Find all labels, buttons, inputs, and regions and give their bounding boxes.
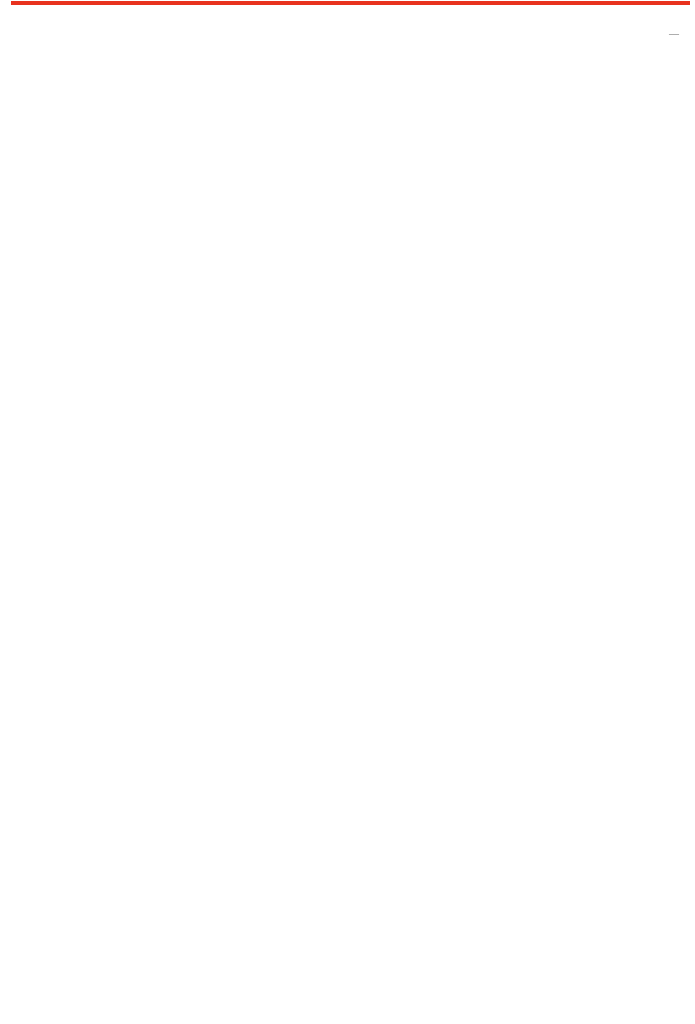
highlight-box — [11, 1, 690, 5]
margin-mark: — — [669, 29, 679, 40]
